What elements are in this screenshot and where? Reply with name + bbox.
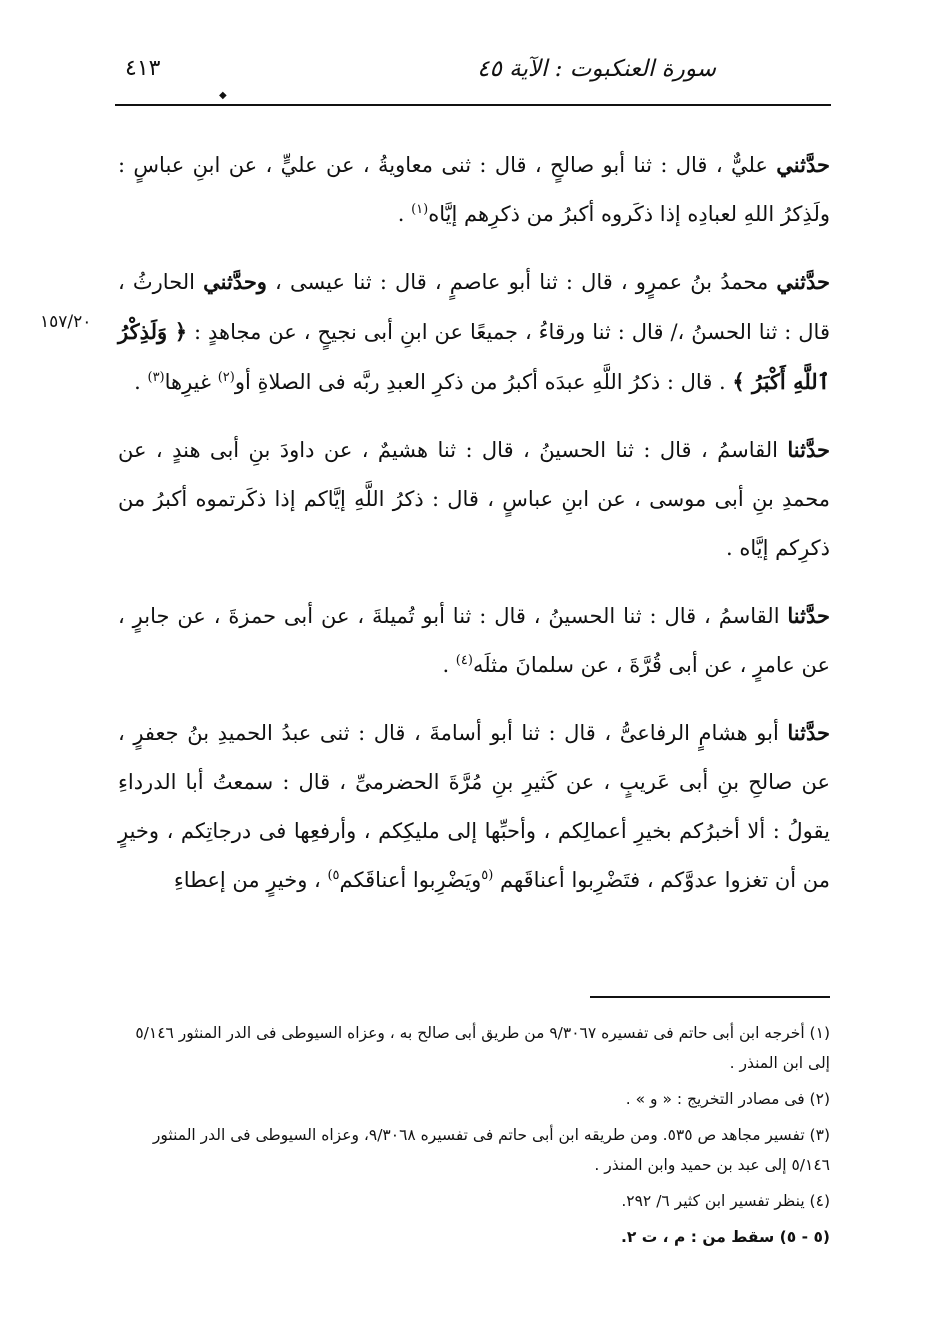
hadith-paragraph-5 [118,708,830,905]
narration-lead-second: وحدَّثني [203,269,267,294]
footnote-4: (٤) ينظر تفسير ابن كثير ٦/ ٢٩٢. [621,1192,830,1210]
paragraph-text: القاسمُ ، قال : ثنا الحسينُ ، قال : ثنا أبو تُميلةَ ، عن أبى حمزةَ ، عن جابرٍ ، عن عامرٍ ، عن أبى قُرَّةَ ، عن سلمانَ مثلَه [118,604,830,677]
paragraph-text: أبو هشامٍ الرفاعىُّ ، قال : ثنا أبو أسامةَ ، قال : ثنى عبدُ الحميدِ بنُ جعفرٍ ، عن صالحِ بنِ أبى عَريبٍ ، عن كَثيرِ بنِ مُرَّةَ الحضرمىِّ ، قال : سمعتُ أبا الدرداءِ يقولُ : ألا أخبرُكم بخيرِ أعمالِكم ، وأحبِّها إلى مليكِكم ، وأرفعِها فى درجاتِكم ، وخيرٍ من أن تغزوا عدوَّكم ، فتَضْرِبوا أعناقَهم [118,721,830,892]
header-rule [115,104,831,106]
paragraph-tail: . [134,370,148,394]
running-title: سورة العنكبوت : الآية ٤٥ [477,56,716,82]
paragraph-text-4: غيرِها [164,370,218,394]
hadith-paragraph-1 [118,140,830,239]
footnote-ref-4[interactable]: (٤) [455,653,473,668]
paragraph-tail: . [442,653,456,677]
footnote-ref-2[interactable]: (٢) [217,370,235,385]
narration-lead: حدَّثنا [787,437,830,462]
narration-lead: حدَّثنا [787,603,830,628]
paragraph-tail: . [397,202,412,226]
paragraph-text-3: . قال : ذكرُ اللَّهِ عبدَه أكبرُ من ذكرِ العبدِ ربَّه فى الصلاةِ أو [234,370,733,394]
footnote-1: (١) أخرجه ابن أبى حاتم فى تفسيره ٩/٣٠٦٧ من طريق أبى صالح به ، وعزاه السيوطى فى الدر المنثور ٥/١٤٦ إلى ابن المنذر . [135,1024,830,1072]
footnote-mark-5-open[interactable]: (٥ [481,868,494,883]
narration-lead: حدَّثني [776,152,830,177]
paragraph-text-2: الحارثُ ، قال : ثنا الحسنُ ،/ قال : ثنا ورقاءُ ، جميعًا عن ابنِ أبى نجيحٍ ، عن مجاهدٍ : [118,270,830,344]
narration-lead: حدَّثنا [787,720,830,745]
quran-verse: ﴿ وَلَذِكْرُ ٱللَّهِ أَكْبَرُ ﴾ [118,319,830,394]
footnote-ref-3[interactable]: (٣) [147,370,165,385]
hadith-paragraph-4 [118,591,830,690]
hadith-paragraph-2 [118,257,830,407]
footnote-separator [590,996,830,998]
page-number: ٤١٣ [125,56,161,81]
omitted-phrase: ويَضْرِبوا أعناقَكم [339,868,482,892]
header-dot-mark: ◆ [219,90,227,101]
footnote-3: (٣) تفسير مجاهد ص ٥٣٥. ومن طريقه ابن أبى حاتم فى تفسيره ٩/٣٠٦٨، وعزاه السيوطى فى الدر المنثور ٥/١٤٦ إلى عبد بن حميد وابن المنذر . [152,1126,830,1174]
margin-volume-page-ref: ١٥٧/٢٠ [40,312,92,332]
paragraph-text: القاسمُ ، قال : ثنا الحسينُ ، قال : ثنا هشيمٌ ، عن داودَ بنِ أبى هندٍ ، عن محمدِ بنِ أبى موسى ، عن ابنِ عباسٍ ، قال : ذكرُ اللَّهِ إيَّاكم إذا ذكَرتموه أكبرُ من ذكرِكم إيَّاه . [118,438,830,560]
footnote-5: (٥ - ٥) سقط من : م ، ت ٢. [620,1228,830,1246]
main-text [118,140,830,923]
narration-lead: حدَّثني [776,269,831,294]
footnote-2: (٢) فى مصادر التخريج : « و » . [625,1090,830,1108]
paragraph-text: محمدُ بنُ عمرٍو ، قال : ثنا أبو عاصمٍ ، قال : ثنا عيسى ، [266,270,777,294]
hadith-paragraph-3 [118,425,830,573]
footnote-ref-1[interactable]: (١) [411,202,429,217]
footnotes [118,1018,830,1258]
paragraph-tail: ، وخيرٍ من إعطاءِ [173,868,328,892]
paragraph-text: عليٌّ ، قال : ثنا أبو صالحٍ ، قال : ثنى معاويةُ ، عن عليٍّ ، عن ابنِ عباسٍ : ولَذِكرُ اللهِ لعبادِه إذا ذكَروه أكبرُ من ذكرِهم إيَّاه [118,153,830,226]
footnote-mark-5-close[interactable]: ٥) [327,868,340,883]
